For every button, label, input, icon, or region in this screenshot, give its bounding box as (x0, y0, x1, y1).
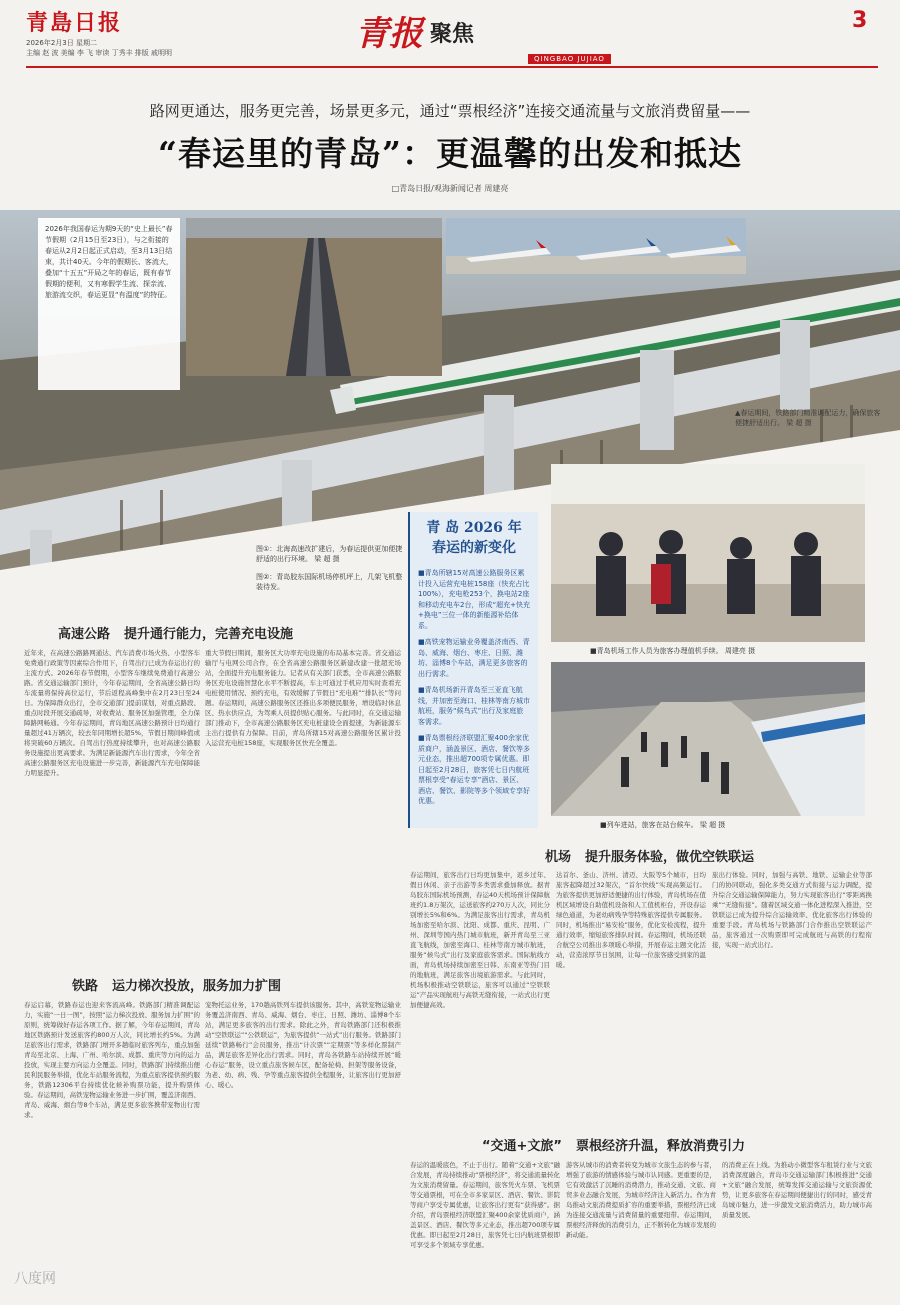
photo1-credit: 梁 超 摄 (314, 555, 340, 563)
article-byline: □青岛日报/观海新闻记者 周建亮 (391, 184, 509, 193)
issue-date: 2026年2月3日 星期二 (26, 39, 97, 47)
section-tourism-title: 票根经济升温，释放消费引力 (575, 1139, 745, 1154)
railway-column-2: 宠物托运业务，170趟高铁列车提供该服务。其中，高铁宠物运输业务覆盖济南西、青岛、威海、烟台、枣庄、日照、潍坊、淄博8个车站，满足更多旅客的出行需求。除此之外，青岛铁路部门还积极推动“空铁联运”“公铁联运”，为旅客提供“一站式”出行服务。铁路部门延续“铁路畅行”会员服务，推出“计次票”“定期票”等多样化票制产品，满足旅客差异化出行需求。同时，青岛各铁路车站持续开展“暖心春运”服务，设立重点旅客候车区，配备轮椅、担架等服务设备，为老、幼、病、残、孕等重点旅客提供全程服务，让旅客出行更加舒心、暖心。 (205, 1001, 401, 1089)
section-railway-label: 铁路 (72, 979, 99, 994)
train-platform-caption (600, 820, 860, 830)
section-railway-heading (72, 975, 281, 994)
infobox-item: ■青岛所辖15对高速公路服务区累计投入运营充电桩158座（快充占比100%），充电枪253个，换电站2座和移动充电车2台，形成“超充+快充+换电”三位一体的新能源补给体系。 (418, 569, 530, 630)
infobox-item: ■青岛票根经济联盟汇聚400余家优质商户，涵盖景区、酒店、餐饮等多元业态，推出超700项专属优惠。即日起至2月28日，旅客凭七日内航班票根享受“春运专享”酒店、景区、酒店、餐饮、影院等多个领域专享好优惠。 (418, 734, 530, 805)
section-highway-label: 高速公路 (58, 627, 111, 642)
photo2-caption: 图②：青岛胶东国际机场停机坪上，几架飞机整装待发。 (256, 573, 403, 591)
checkin-image (551, 464, 865, 642)
staff-credits: 主编 赵 波 美编 李 飞 审读 丁秀丰 排版 戚明明 (26, 49, 173, 57)
section-name: 聚焦 (430, 21, 475, 47)
masthead-rule (26, 66, 878, 68)
infobox-title-line1: 青 岛 2026 年 (426, 520, 522, 536)
photo1-caption (256, 544, 406, 564)
tourism-column-2: 游客从城市的消费者转变为城市文旅生态的参与者，增强了旅游的情感体验与城市认同感。更重要的是，它有效激活了沉睡的消费潜力，推动交通、文旅、商贸多业态融合发展，为城市经济注入新活力。作为青岛推动文旅消费提质扩容的重要举措，票根经济已成为连接交通流量与消费留量的重要纽带。春运期间，票根经济释放的消费引力，正不断转化为城市发展的新动能。 (566, 1161, 716, 1239)
tourism-column-1: 春运的温暖底色，不止于出行。随着“交通+文旅”融合发展，青岛持续推动“票根经济”，将交通流量转化为文旅消费留量。春运期间，旅客凭火车票、飞机票等交通票根，可在全市多家景区、酒店、餐饮、影院等商户享受专属优惠，让旅客出行更有“获得感”。据介绍，青岛票根经济联盟汇聚400余家优质商户，涵盖景区、酒店、餐饮等多元业态，推出超700项专属优惠。即日起至2月28日，旅客凭七日内航班票根即可享受多个领域专享优惠。 (410, 1161, 560, 1249)
banner-intro-box (38, 218, 180, 390)
watermark: 八度网 (14, 1271, 56, 1287)
section-airport-label: 机场 (545, 850, 572, 865)
section-highway-heading (58, 623, 293, 642)
photo3-caption (735, 408, 885, 428)
aircraft-image (446, 218, 746, 274)
train-credit: 梁 超 摄 (699, 821, 726, 829)
section-railway-title: 运力梯次投放，服务加力扩围 (112, 979, 282, 994)
photo3-caption-text: ▲春运期间，铁路部门精准调配运力，确保旅客便捷舒适出行。 (735, 409, 881, 427)
infobox-title (418, 518, 530, 558)
airport-column-3: 旅出行体验。同时，加强与高铁、地铁、运输企业等部门的协同联动，强化多类交通方式衔接与运力调配，提升综合交通运输保障能力，努力实现旅客出行“零距离换乘”“无缝衔接”。随着区域交通一体化进程深入推进，空铁联运已成为提升综合运输效率、优化旅客出行体验的重要手段。青岛机场与铁路部门合作推出空铁联运产品，旅客通过一次购票即可完成航班与高铁的行程衔接，实现一站式出行。 (712, 871, 872, 949)
section-tourism-label: “交通+文旅” (482, 1139, 562, 1154)
infobox-item: ■青岛机场新开青岛至三亚直飞航线，并加密至海口、桂林等南方城市航班，服务“候鸟式”出行及家庭旅客需求。 (418, 686, 530, 726)
section-logo: 青报 (355, 14, 423, 54)
infobox-item: ■高铁宠物运输业务覆盖济南西、青岛、威海、烟台、枣庄、日照、潍坊、淄博8个车站，满足更多旅客的出行需求。 (418, 638, 530, 678)
airport-column-1: 春运期间，旅客出行日均更加集中，返乡过年、假日休闲、亲子出游等多类需求叠加释放。据青岛胶东国际机场预测，春运40天机场预计保障航班约1.8万架次，运送旅客约270万人次，同比分别增长5%和6%。为满足旅客出行需求，青岛机场加密至哈尔滨、沈阳、成都、重庆、昆明、广州、深圳等国内热门城市航班，新开青岛至三亚直飞航线，加密至海口、桂林等南方城市航班，服务“候鸟式”出行及家庭旅客需求。国际航线方面，青岛机场持续加密至日韩、东南亚等热门目的地航班，满足旅客出境旅游需求。与此同时，机场积极推动空铁联运，旅客可以通过“空铁联运”产品实现航班与高铁无缝衔接，一站式出行更加便捷高效。 (410, 871, 550, 1009)
article-headline: “春运里的青岛”：更温馨的出发和抵达 (158, 134, 742, 173)
photo-highway (186, 218, 442, 376)
section-tourism-heading (482, 1135, 745, 1154)
airport-checkin-caption (590, 646, 870, 656)
highway-image (186, 218, 442, 376)
section-airport-heading (545, 846, 754, 865)
photo-train-platform (551, 662, 865, 816)
photo3-credit: 梁 超 摄 (786, 419, 812, 427)
section-pinyin: QINGBAO JUJIAO (528, 54, 611, 64)
train-caption-text: ■列车进站，旅客在站台候车。 (600, 821, 698, 829)
infobox-title-line2: 春运的新变化 (432, 540, 516, 556)
banner-intro-text: 2026年我国春运为期9天的“史上最长”春节假期（2月15日至23日），与之衔接的春运从2月2日起正式启动，至3月13日结束，共计40天。今年的假期长、客流大，叠加“十五五”开局之年的春运，既有春节假期的便利，又有寒假学生流、探亲流、旅游流交织，春运更显“有温度”的特征。 (45, 225, 173, 299)
page-number: 3 (852, 8, 868, 33)
airport-column-2: 达首尔、釜山、济州、清迈、大阪等5个城市，日均旅客起降超过32架次，“首尔快线”实现高频运行。为旅客提供更加舒适便捷的出行体验，青岛机场在值机区域增设自助值机设备和人工值机柜台，开设春运绿色通道，为老幼病残孕等特殊旅客提供专属服务。同时，机场推出“易安检”服务，优化安检流程，提升通行效率，缩短旅客排队时间。春运期间，机场还联合航空公司推出多项暖心举措，开展春运主题文化活动，营造浓厚节日氛围，让每一位旅客感受到家的温暖。 (556, 871, 706, 969)
highway-column-1: 近年来，在高速公路路网通达、汽车消费市场火热、小型客车免费通行政策等因素综合作用下，自驾出行已成为春运出行的主流方式。2026年春节假期，小型客车继续免费通行高速公路。省交通运输部门预计，今年春运期间，全省高速公路日均车流量将保持高位运行，节后返程高峰集中在2月23日至24日。为保障群众出行，全市交通部门提前谋划，对重点路段、重点时段开展交通疏导，对收费站、服务区加强管理，全力保障路网畅通。今年春运期间，青岛地区高速公路预计日均通行量超过41万辆次，较去年同期增长超5%，节假日期间峰值或将突破60万辆次。自驾出行热度持续攀升，也对高速公路服务设施提出更高要求。为满足新能源汽车出行需求，今年全省高速公路服务区充电设施进一步完善，新能源汽车充电保障能力明显提升。 (24, 649, 200, 777)
highway-column-2: 重大节假日期间，服务区大功率充电设施的布局基本完善。省交通运输厅与电网公司合作，在全省高速公路服务区新建改建一批超充场站，全面提升充电服务能力。记者从有关部门获悉，全市高速公路服务区充电设施智慧化水平不断提高，车主可通过手机应用实时查看充电桩使用情况、预约充电，有效缓解了节假日“充电难”“排队长”等问题。春运期间，高速公路服务区还推出多项便民服务，增设临时休息区、热水供应点，为驾乘人员提供贴心服务。与此同时，在交通运输部门推动下，全市高速公路服务区充电桩建设全面提速，为新能源车主出行提供有力保障。目前，青岛所辖15对高速公路服务区累计投入运营充电桩158座，实现服务区快充全覆盖。 (205, 649, 401, 747)
airport-credit: 周建亮 摄 (724, 647, 756, 655)
infobox (408, 512, 538, 828)
section-highway-title: 提升通行能力，完善充电设施 (124, 627, 294, 642)
article-kicker: 路网更通达，服务更完善，场景更多元，通过“票根经济”连接交通流量与文旅消费留量—— (149, 102, 751, 120)
tourism-column-3: 的消费正在上线。为推动小微型客车租赁行业与文旅消费深度融合，青岛市交通运输部门积极推进“交通+文旅”融合发展，统筹发挥交通运输与文旅资源优势，让更多旅客在春运期间便捷出行的同时，感受青岛城市魅力，进一步激发文旅消费活力，助力城市高质量发展。 (722, 1161, 872, 1219)
railway-column-1: 春运启幕，铁路春运也迎来客流高峰。铁路部门精准调配运力，实施“一日一图”，按照“运力梯次投放、服务加力扩围”的原则，统筹做好春运各项工作。据了解，今年春运期间，青岛地区铁路预计发送旅客约800万人次，同比增长约5%。为满足旅客出行需求，铁路部门增开多趟临时旅客列车，重点加强青岛至北京、上海、广州、哈尔滨、成都、重庆等方向的运力投放，实现主要方向运力全覆盖。同时，铁路部门持续推出便民利民服务举措，优化车站服务流程，为重点旅客提供预约服务，铁路12306平台持续优化候补购票功能，提升购票体验。春运期间，高铁宠物运输业务进一步扩围，覆盖济南西、青岛、威海、烟台等8个车站，满足更多旅客携带宠物出行需求。 (24, 1001, 200, 1119)
section-airport-title: 提升服务体验，做优空铁联运 (585, 850, 755, 865)
newspaper-logo: 青島日报 (26, 10, 123, 36)
masthead-meta (26, 38, 286, 58)
photo1-caption-text: 图①：北海高速改扩建后，为春运提供更加便捷舒适的出行环境。 (256, 545, 403, 563)
photo-airport-checkin (551, 464, 865, 642)
airport-caption-text: ■青岛机场工作人员为旅客办理值机手续。 (590, 647, 723, 655)
photo-airport-apron (446, 218, 746, 274)
platform-image (551, 662, 865, 816)
